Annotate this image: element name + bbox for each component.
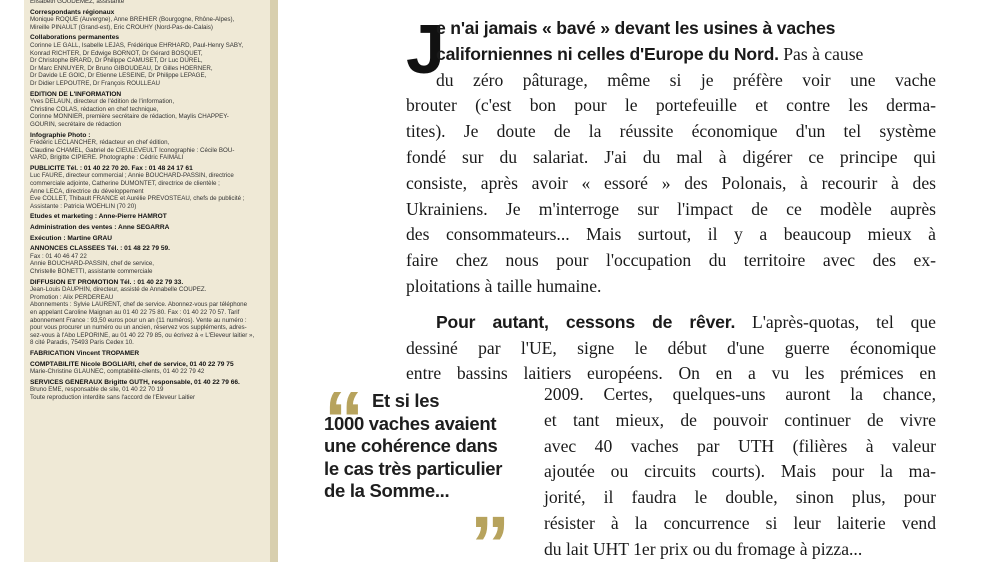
side-line: avec 40 vaches par UTH (filières à valeur [544,435,936,456]
masthead-line: Annie BOUCHARD-PASSIN, chef de service, [30,260,155,268]
masthead-line: Jean-Louis DAUPHIN, directeur, assisté de Annabelle COUPEZ. [30,286,207,294]
masthead-line: Dr Davide LE GOIC, Dr Etienne LESEINE, Dr Philippe LEPAGE, [30,72,207,80]
masthead-line: Anne LECA, directrice du développement [30,187,144,195]
masthead-section [30,132,268,162]
masthead-sections [30,9,268,402]
masthead-line: Dr Christophe BRARD, Dr Philippe CAMUSET, Dr Luc DUREL, [30,57,203,65]
masthead-section-heading: Études et marketing : Anne-Pierre HAMROT [30,213,167,221]
masthead-line: Luc FAURE, directeur commercial ; Annie BOUCHARD-PASSIN, directrice [30,172,234,180]
masthead-line: Abonnements : Sylvie LAURENT, chef de service. Abonnez-vous par téléphone [30,301,248,309]
masthead-section [30,379,268,402]
masthead-line: 8 cité Paradis, 75493 Paris Cedex 10. [30,339,134,347]
masthead-line: pour vous procurer un numéro ou un ancien, réservez vos suppléments, adres- [30,324,247,332]
masthead-section [30,245,268,275]
side-line: jorité, il faudra le double, sinon plus, pour [544,487,936,508]
masthead-line: Christine COLAS, rédaction en chef technique, [30,105,159,113]
masthead-section-heading: COMPTABILITÉ Nicole BOGLIARI, chef de service, 01 40 22 79 75 [30,360,234,368]
masthead-line: Toute reproduction interdite sans l'accord de l'Éleveur Laitier [30,393,196,401]
body-line: Ukrainiens. Je m'interroge sur l'impact de ce modèle auprès [406,198,936,219]
masthead-section-heading: PUBLICITÉ Tél. : 01 40 22 70 20. Fax : 01 48 24 17 61 [30,164,193,172]
masthead-section [30,279,268,347]
body-line: des consommateurs... Mais surtout, il y a beaucoup mieux à [406,224,936,245]
body-line: entre bassins laitiers européens. On en a vu les prémices en [406,363,936,384]
masthead-line: VARD, Brigitte CIPIERE. Photographe : Cédric FAIMALI [30,154,184,162]
body-line: dessiné par l'UE, signe le début d'une guerre économique [406,337,936,358]
masthead-section [30,350,268,358]
masthead-section-heading: DIFFUSION ET PROMOTION Tél. : 01 40 22 79 33. [30,278,184,286]
masthead-line: Assistante : Patricia WOEHLIN (70 20) [30,202,137,210]
masthead-line: Christelle BONETTI, assistante commerciale [30,268,153,275]
side-line: ajoutée ou circuits courts). Mais pour la ma- [544,461,936,482]
masthead-line: Eve COLLET, Thibault FRANCE et Aurélie PRÉVOSTEAU, chefs de publicité ; [30,195,245,203]
masthead-section-heading: SERVICES GÉNÉRAUX Brigitte GUTH, responsable, 01 40 22 79 66. [30,378,240,386]
masthead-section [30,213,268,221]
masthead-section-heading: Collaborations permanentes [30,34,120,42]
body-line: faire chez nous pour l'occupation du territoire avec des ex- [406,250,936,271]
masthead-section-heading: Administration des ventes : Anne SEGARRA [30,224,170,232]
masthead-section [30,235,268,243]
masthead-edge-strip [270,0,278,562]
masthead-line: Konrad RICHTER, Dr Edwige BORNOT, Dr Gérard BOSQUET, [30,49,203,57]
masthead-line: Fax : 01 40 46 47 22 [30,252,87,260]
masthead-line: Monique ROQUE (Auvergne), Anne BREHIER (Bourgogne, Rhône-Alpes), [30,16,235,24]
masthead-line: Dr Didier LEPOUTRE, Dr François ROULLEAU [30,79,160,87]
masthead-section-heading: ANNONCES CLASSÉES Tél. : 01 48 22 79 59. [30,245,170,253]
pull-quote-line: 1000 vaches avaient [324,412,497,434]
para2-first-line [406,310,936,336]
body-line: consiste, après avoir « essoré » des Polonais, à recourir à des [406,172,936,193]
side-line: du lait UHT 1er prix ou du fromage à pizza... [544,538,863,559]
masthead-line: Bruno EME, responsable de site, 01 40 22 70 19 [30,386,164,394]
paragraph-2 [406,310,936,387]
close-quote-mark: ” [470,500,510,562]
masthead-section-heading: Infographie Photo : [30,131,91,139]
masthead-column [24,0,274,562]
body-line: brouter (c'est bon pour le portefeuille et contre les derma- [406,95,936,116]
masthead-section-heading: Exécution : Martine GRAU [30,234,113,242]
masthead-section [30,9,268,32]
body-line: du zéro pâturage, même si je préfère voir une vache [436,69,936,90]
masthead-line: Claudine CHAMEL, Gabriel de CIEULEVEULT Iconographie : Cécile BOU- [30,146,235,154]
pull-quote [324,390,536,503]
side-line: 2009. Certes, quelques-uns auront la chance, [544,384,936,404]
masthead-line: Frédéric LECLANCHER, rédacteur en chef édition, [30,139,170,147]
masthead-line: Dr Marc ENNUYER, Dr Bruno GIBOUDEAU, Dr Gilles HOERNER, [30,64,213,72]
para2-bold-lead: Pour autant, cessons de rêver. [436,311,736,332]
article-body [406,10,936,387]
para2-first-rest: L'après-quotas, tel que [735,311,936,332]
pull-quote-line: une cohérence dans [324,435,498,456]
masthead-section [30,224,268,232]
lead-after-bold: Pas à cause [778,43,864,64]
body-line: fondé sur du salariat. J'ai du mal à digérer ce principe qui [406,146,936,167]
masthead-section [30,91,268,129]
masthead-line: abonnement France : 93,50 euros pour un an (11 numéros). Vente au numéro : [30,316,247,324]
lead-line-1: e n'ai jamais « bavé » devant les usines à vaches [436,18,836,38]
masthead-line: Promotion : Alix PERDEREAU [30,293,114,301]
masthead-section [30,165,268,211]
paragraph-1 [406,10,936,300]
masthead-line: Marie-Christine GLAUNEC, comptabilité-clients, 01 40 22 79 42 [30,368,205,376]
masthead-top-line: Elisabeth GOUDEMEZ, assistante [30,0,125,5]
pull-quote-line: de la Somme... [324,480,450,501]
article-side-column [544,382,936,562]
lead-bold-end: californiennes ni celles d'Europe du Nord. [436,43,779,64]
pull-quote-line: Et si les [372,390,440,411]
masthead-section [30,34,268,87]
masthead-section-heading: FABRICATION Vincent TROPAMER [30,349,140,357]
masthead-section-heading: Correspondants régionaux [30,8,115,16]
masthead-line: commerciale adjointe, Catherine DUMONTET, directrice de clientèle ; [30,180,220,188]
masthead-line: sez-vous à l'Abo LEPORINE, au 01 40 22 79 85, ou écrivez à « L'Éleveur laitier », [30,331,255,339]
pull-quote-line: le cas très particulier [324,457,503,479]
masthead-line: GOURIN, secrétaire de rédaction [30,120,122,128]
masthead-line: Mireille PINAULT (Grand-est), Eric CROUHY (Nord-Pas-de-Calais) [30,23,213,31]
masthead-line: Yves DELAUN, directeur de l'édition de l'information, [30,98,175,106]
body-line: ploitations à taille humaine. [406,275,602,296]
masthead-section-heading: ÉDITION DE L'INFORMATION [30,90,122,98]
open-quote-mark: “ [324,375,364,464]
drop-cap: J [406,10,445,88]
masthead-line: en appelant Caroline Maignan au 01 40 22 75 80. Fax : 01 40 22 70 57. Tarif [30,308,240,316]
masthead-line: Corinne LE GALL, Isabelle LEJAS, Frédérique EHRHARD, Paul-Henry SABY, [30,41,244,49]
body-line: tites). Je doute de la réussite économique d'un tel système [406,121,936,142]
lead-line-2 [406,42,936,68]
masthead-section [30,361,268,376]
side-line: et tant mieux, de pouvoir continuer de vivre [544,409,936,430]
side-line: résister à la concurrence si leur laiterie vend [544,512,936,533]
masthead-line: Corinne MONNIER, première secrétaire de rédaction, Maylis CHAPPEY- [30,113,229,121]
